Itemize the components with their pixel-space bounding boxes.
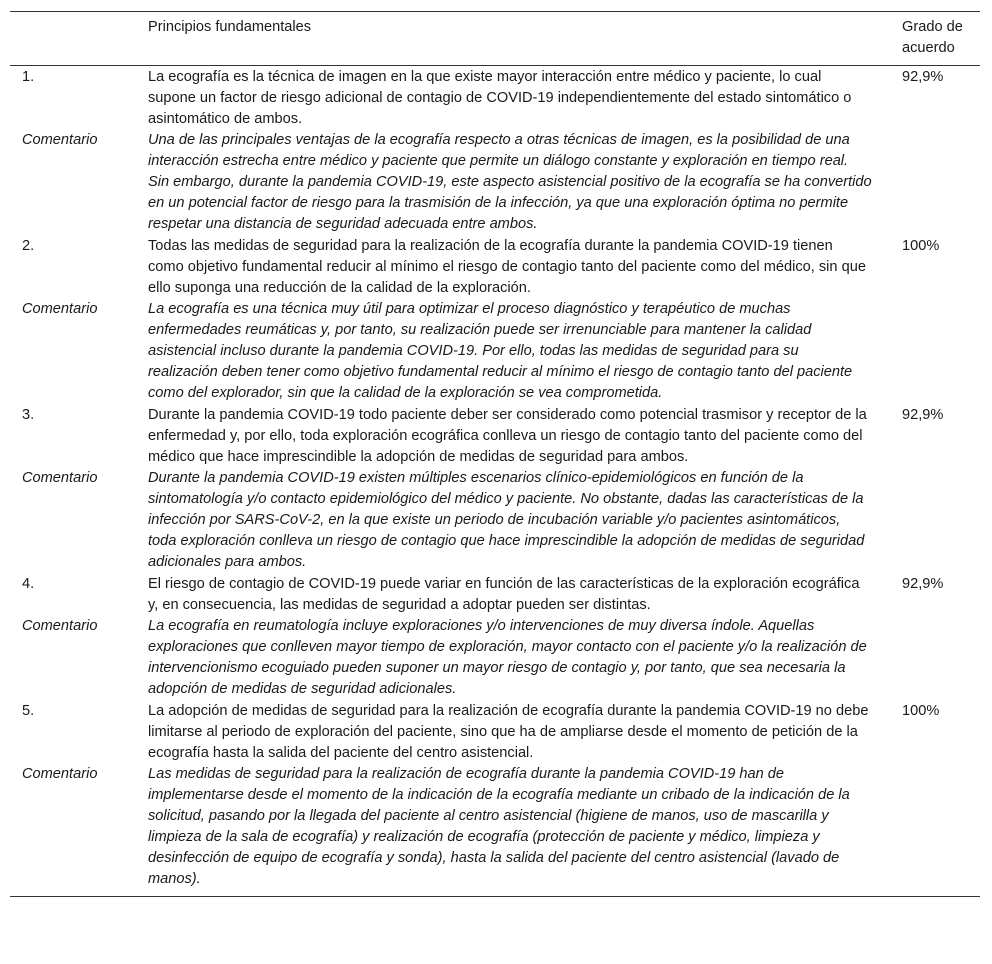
agreement-value: 92,9% — [902, 576, 944, 592]
comment-row-1 — [10, 130, 980, 235]
agreement-value: 100% — [902, 703, 940, 719]
principle-row-2 — [10, 235, 980, 299]
principle-text: El riesgo de contagio de COVID-19 puede variar en función de las características de la exploración ecográfica y, en consecuencia, las medidas de seguridad a adoptar pueden ser distintas. — [148, 576, 860, 613]
agreement-value: 92,9% — [902, 407, 944, 423]
principle-row-1 — [10, 66, 980, 131]
header-row — [10, 12, 980, 66]
table-body — [10, 66, 980, 897]
principle-number: 4. — [22, 576, 35, 592]
principle-text: La ecografía es la técnica de imagen en la que existe mayor interacción entre médico y paciente, lo cual supone un factor de riesgo adicional de contagio de COVID-19 independientemente del estado sintomático o asintomático de ambos. — [148, 69, 852, 127]
agreement-value: 100% — [902, 238, 940, 254]
comment-row-3 — [10, 468, 980, 573]
comment-label: Comentario — [22, 618, 98, 634]
comment-label: Comentario — [22, 132, 98, 148]
principle-number: 3. — [22, 407, 35, 423]
comment-empty-cell — [890, 616, 980, 700]
principle-row-4 — [10, 573, 980, 616]
principle-number: 5. — [22, 703, 35, 719]
comment-text: Una de las principales ventajas de la ecografía respecto a otras técnicas de imagen, es la posibilidad de una interacción estrecha entre médico y paciente que permite un diálogo constante y exploración en tiempo real. Sin embargo, durante la pandemia COVID-19, este aspecto asistencial positivo de la ecografía se ha convertido en un potencial factor de riesgo para la trasmisión de la infección, ya que una exploración óptima no permite respetar una distancia de seguridad adecuada entre ambos. — [148, 132, 872, 232]
principle-text: La adopción de medidas de seguridad para la realización de ecografía durante la pandemia COVID-19 no debe limitarse al periodo de exploración del paciente, sino que ha de ampliarse desde el momento de petición de la ecografía hasta la salida del paciente del centro asistencial. — [148, 703, 869, 761]
comment-label: Comentario — [22, 301, 98, 317]
comment-empty-cell — [890, 468, 980, 573]
header-agreement: Grado de acuerdo — [890, 12, 980, 66]
comment-row-5 — [10, 764, 980, 897]
comment-row-2 — [10, 299, 980, 404]
principles-table-container — [10, 11, 980, 897]
principle-text: Todas las medidas de seguridad para la realización de la ecografía durante la pandemia COVID-19 tienen como objetivo fundamental reducir al mínimo el riesgo de contagio tanto del paciente como del médico, sin que ello suponga una reducción de la calidad de la exploración. — [148, 238, 866, 296]
table-header — [10, 12, 980, 66]
comment-row-4 — [10, 616, 980, 700]
comment-text: La ecografía es una técnica muy útil para optimizar el proceso diagnóstico y terapéutico de muchas enfermedades reumáticas y, por tanto, su realización puede ser irrenunciable para mantener la calidad asistencial incluso durante la pandemia COVID-19. Por ello, todas las medidas de seguridad para su realización deben tener como objetivo fundamental reducir al mínimo el riesgo de contagio tanto del paciente como del explorador, sin que la calidad de la exploración se vea comprometida. — [148, 301, 853, 401]
comment-empty-cell — [890, 130, 980, 235]
comment-empty-cell — [890, 299, 980, 404]
principles-table — [10, 11, 980, 897]
principle-number: 1. — [22, 69, 35, 85]
principle-row-5 — [10, 700, 980, 764]
header-principles: Principios fundamentales — [136, 12, 890, 66]
comment-empty-cell — [890, 764, 980, 897]
principle-text: Durante la pandemia COVID-19 todo paciente deber ser considerado como potencial trasmisor y receptor de la enfermedad y, por ello, toda exploración ecográfica conlleva un riesgo de contagio tanto del paciente como del médico que hace imprescindible la adopción de medidas de seguridad para ambos. — [148, 407, 867, 465]
principle-row-3 — [10, 404, 980, 468]
header-number — [10, 12, 136, 66]
agreement-value: 92,9% — [902, 69, 944, 85]
comment-label: Comentario — [10, 764, 136, 897]
comment-text: Las medidas de seguridad para la realización de ecografía durante la pandemia COVID-19 han de implementarse desde el momento de la indicación de la ecografía mediante un cribado de la indicación de la solicitud, pasando por la llegada del paciente al centro asistencial (higiene de manos, uso de mascarilla y limpieza de la sala de ecografía) y realización de ecografía (protección de paciente y médico, limpieza y desinfección de equipo de ecografía y sonda), hasta la salida del paciente del centro asistencial (lavado de manos). — [136, 764, 890, 897]
comment-text: La ecografía en reumatología incluye exploraciones y/o intervenciones de muy diversa índole. Aquellas exploraciones que conlleven mayor tiempo de exploración, mayor contacto con el paciente y/o la realización de intervencionismo ecoguiado pueden suponer un mayor riesgo de contagio y, por tanto, que sea necesaria la adopción de medidas de seguridad adicionales. — [148, 618, 867, 697]
principle-number: 2. — [22, 238, 35, 254]
comment-label: Comentario — [22, 470, 98, 486]
comment-text: Durante la pandemia COVID-19 existen múltiples escenarios clínico-epidemiológicos en función de la sintomatología y/o contacto epidemiológico del médico y paciente. No obstante, dadas las características de la infección por SARS-CoV-2, en la que existe un periodo de incubación variable y/o pacientes asintomáticos, toda exploración conlleva un riesgo de contagio que hace imprescindible la adopción de medidas de seguridad adicionales para ambos. — [148, 470, 865, 570]
